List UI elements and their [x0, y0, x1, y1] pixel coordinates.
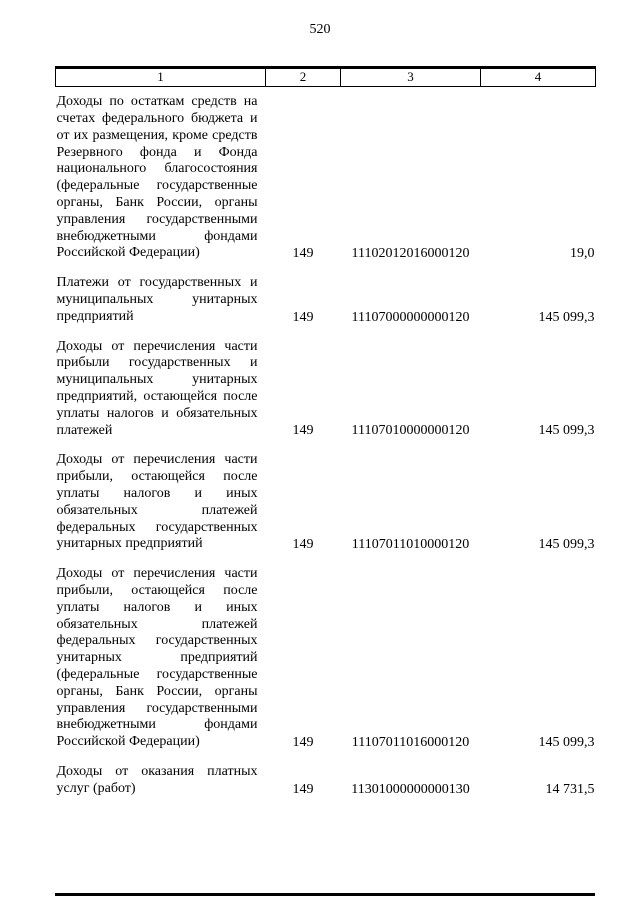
- classification-code-cell: 11107000000000120: [351, 309, 470, 325]
- classification-code-cell: 11107011016000120: [351, 734, 470, 750]
- table-header: [56, 68, 596, 87]
- amount-cell: 145 099,3: [538, 309, 595, 325]
- column-header-2: 2: [266, 68, 341, 87]
- amount-cell: 145 099,3: [538, 537, 595, 553]
- amount-cell: 19,0: [570, 246, 595, 262]
- column-header-3: 3: [341, 68, 481, 87]
- admin-code-cell: 149: [292, 309, 314, 325]
- header-row: [56, 68, 596, 87]
- table-row: [56, 553, 596, 751]
- amount-cell: 14 731,5: [545, 781, 595, 797]
- table-row: [56, 262, 596, 325]
- classification-code-cell: 11102012016000120: [351, 246, 470, 262]
- income-name-cell: Доходы от перечисления части прибыли государственных и муниципальных унитарных предприятий, остающейся после уплаты налогов и обязательных платежей: [56, 338, 258, 438]
- classification-code-cell: 11107010000000120: [351, 423, 470, 439]
- classification-code-cell: 11301000000000130: [351, 781, 470, 797]
- admin-code-cell: 149: [292, 734, 314, 750]
- classification-code-cell: 11107011010000120: [351, 537, 470, 553]
- income-name-cell: Доходы по остаткам средств на счетах федерального бюджета и от их размещения, кроме средств Резервного фонда и Фонда национального благосостояния (федеральные государственные органы, Банк России, органы управления государственными внебюджетными фондами Российской Федерации): [56, 94, 258, 261]
- table-row: [56, 439, 596, 553]
- admin-code-cell: 149: [292, 781, 314, 797]
- budget-table: [55, 66, 596, 798]
- amount-cell: 145 099,3: [538, 734, 595, 750]
- admin-code-cell: 149: [292, 537, 314, 553]
- column-header-1: 1: [56, 68, 266, 87]
- column-header-4: 4: [481, 68, 596, 87]
- admin-code-cell: 149: [292, 246, 314, 262]
- page-number: 520: [309, 22, 331, 37]
- admin-code-cell: 149: [292, 423, 314, 439]
- table-row: [56, 326, 596, 440]
- amount-cell: 145 099,3: [538, 423, 595, 439]
- table-row: [56, 87, 596, 262]
- income-name-cell: Доходы от перечисления части прибыли, остающейся после уплаты налогов и иных обязательных платежей федеральных государственных унитарных предприятий (федеральные государственные органы, Банк России, органы управления государственными внебюджетными фондами Российской Федерации): [56, 566, 258, 750]
- income-name-cell: Платежи от государственных и муниципальных унитарных предприятий: [56, 275, 258, 324]
- income-name-cell: Доходы от перечисления части прибыли, остающейся после уплаты налогов и иных обязательных платежей федеральных государственных унитарных предприятий: [56, 452, 258, 552]
- table-row: [56, 751, 596, 798]
- bottom-rule: [55, 893, 595, 896]
- income-name-cell: Доходы от оказания платных услуг (работ): [56, 763, 258, 796]
- table-body: [56, 87, 596, 798]
